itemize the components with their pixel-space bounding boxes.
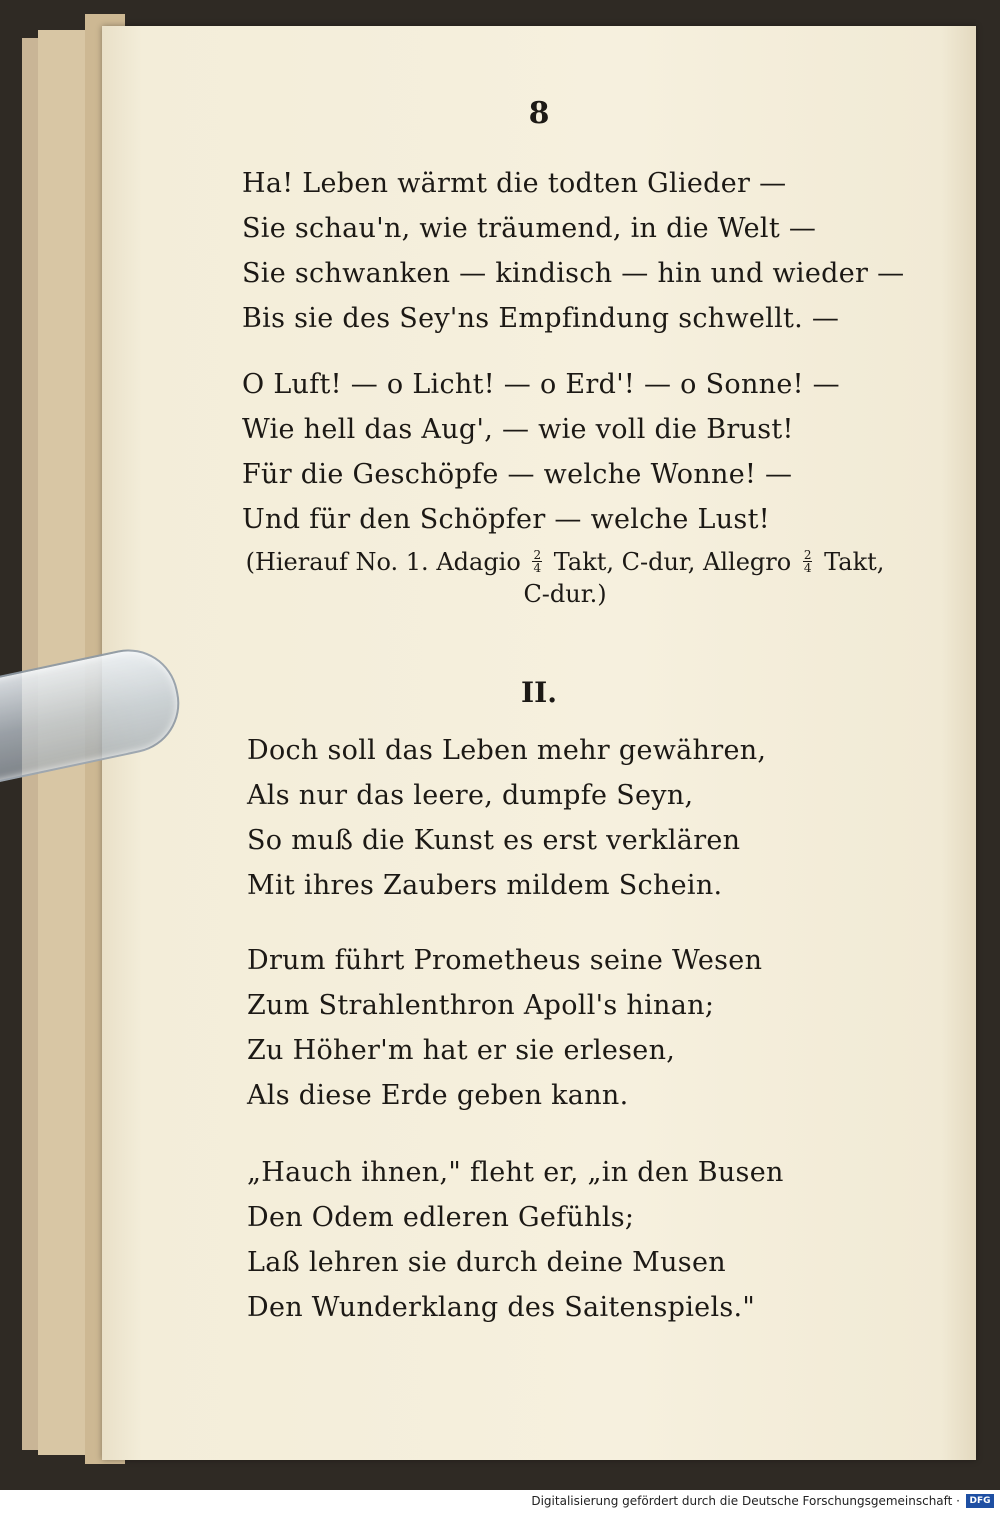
stanza-2 <box>242 362 840 542</box>
verse-line: Zu Höher'm hat er sie erlesen, <box>247 1035 676 1066</box>
verse-line: Sie schau'n, wie träumend, in die Welt — <box>242 213 817 244</box>
verse-line: Ha! Leben wärmt die todten Glieder — <box>242 168 787 199</box>
footer-bar <box>0 1490 1000 1513</box>
dfg-logo: DFG <box>966 1494 994 1508</box>
verse-line: Mit ihres Zaubers mildem Schein. <box>247 870 723 901</box>
stanza-3 <box>247 728 766 908</box>
book-page <box>102 26 976 1460</box>
note-text: (Hierauf No. 1. Adagio <box>245 548 521 576</box>
music-note <box>180 546 950 610</box>
verse-line: Wie hell das Aug', — wie voll die Brust! <box>242 414 794 445</box>
time-signature: $\frac{2}{4}$ <box>533 548 542 575</box>
time-signature: $\frac{2}{4}$ <box>803 548 812 575</box>
verse-line: Sie schwanken — kindisch — hin und wieder — <box>242 258 905 289</box>
verse-line: „Hauch ihnen," fleht er, „in den Busen <box>247 1157 784 1188</box>
verse-line: Den Odem edleren Gefühls; <box>247 1202 635 1233</box>
footer-credit: Digitalisierung gefördert durch die Deutsche Forschungsgemeinschaft · <box>531 1494 960 1508</box>
page-number: 8 <box>528 96 550 131</box>
verse-line: Als diese Erde geben kann. <box>247 1080 629 1111</box>
verse-line: O Luft! — o Licht! — o Erd'! — o Sonne! — <box>242 369 840 400</box>
note-text: C-dur.) <box>523 580 607 608</box>
stanza-1 <box>242 161 904 341</box>
verse-line: Laß lehren sie durch deine Musen <box>247 1247 726 1278</box>
stanza-5 <box>247 1150 784 1330</box>
stanza-4 <box>247 938 762 1118</box>
verse-line: Den Wunderklang des Saitenspiels." <box>247 1292 756 1323</box>
verse-line: Drum führt Prometheus seine Wesen <box>247 945 763 976</box>
verse-line: Für die Geschöpfe — welche Wonne! — <box>242 459 793 490</box>
verse-line: Und für den Schöpfer — welche Lust! <box>242 504 770 535</box>
verse-line: Doch soll das Leben mehr gewähren, <box>247 735 767 766</box>
note-text: Takt, <box>824 548 885 576</box>
verse-line: Als nur das leere, dumpfe Seyn, <box>247 780 694 811</box>
section-heading: II. <box>521 676 557 709</box>
verse-line: So muß die Kunst es erst verklären <box>247 825 741 856</box>
verse-line: Zum Strahlenthron Apoll's hinan; <box>247 990 715 1021</box>
verse-line: Bis sie des Sey'ns Empfindung schwellt. — <box>242 303 840 334</box>
note-text: Takt, C-dur, Allegro <box>553 548 792 576</box>
